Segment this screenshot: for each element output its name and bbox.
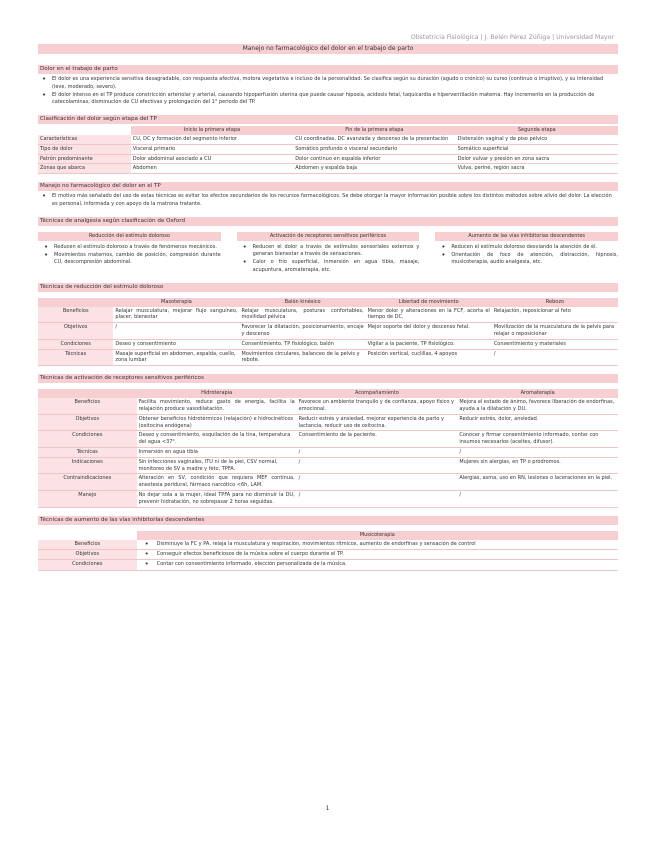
table-cell: Dolor continuo en espalda inferior [293,154,455,164]
table-cell: Posición vertical, cuclillas, 4 apoyos [366,349,492,366]
column-heading: Reducción del estímulo doloroso [38,232,221,241]
row-label: Objetivos [38,549,137,559]
oxford-column [38,232,221,275]
table-cell [137,560,618,570]
table-cell: CU, DC y formación del segmento inferior [131,135,293,144]
row-label: Manejo [38,491,137,508]
list-item: • El dolor intenso en el TP produce constricción arteriolar y arterial, causando hipoperfusión uterina que puede causar hipoxia, acidosis fetal, taquicardia e hiperventilación materna. Hay incremento en la producción de catecolaminas, disminución de CU efectivas y prolongación del 1° periodo del TP. [52,92,618,107]
table-cell: Mujeres sin alergias, en TP o pródromos. [457,457,618,474]
section-title-tecnicas: Técnicas de analgesia según clasificación de Oxford [38,217,618,226]
table-cell: Consentimiento, TP fisiológico, balón [240,339,366,349]
table-cell: Mejor soporte del dolor y descenso fetal. [366,323,492,340]
table-cell: Movilización de la musculatura de la pelvis para relajar o reposicionar [492,323,618,340]
table-cell: Relajar musculatura, mejorar flujo sanguíneo, placer, bienestar [113,307,239,323]
manejo-bullet-list [38,193,618,208]
row-label: Beneficios [38,540,137,550]
table-cell: Reducir estrés y ansiedad, mejorar experiencia de parto y lactancia, reducir uso de oxitocina. [297,414,458,431]
list-item: • El dolor es una experiencia sensitiva desagradable, con respuesta afectiva, motora vegetativa e incluso de la personalidad. Se clasifica según su duración (agudo o crónico) su curso (continuo o irruptivo), y su intensidad (leve, moderado, severo). [52,76,618,91]
table-header-cell: Aromaterapia [457,389,618,398]
table-cell: / [492,349,618,366]
table-cell: Masaje superficial en abdomen, espalda, cuello, zona lumbar [113,349,239,366]
row-label: Beneficios [38,398,137,414]
table-row [38,474,618,491]
table-row [38,448,618,458]
list-item: • Calor o frío superficial, inmersión en agua tibia, masaje, acupuntura, aromaterapia, etc. [253,259,420,274]
row-label: Condiciones [38,560,137,570]
table-header-cell: Rebozo [492,298,618,307]
section-title-reduccion: Técnicas de reducción del estímulo doloroso [38,283,618,292]
row-label: Objetivos [38,414,137,431]
table-cell: Reducir estrés, dolor, ansiedad. [457,414,618,431]
table-cell: Deseo y consentimiento [113,339,239,349]
table-cell: Abdomen [131,164,293,174]
table-row [38,144,618,154]
table-row [38,307,618,323]
table-header-cell: Musicoterapia [137,531,618,540]
table-cell: / [297,491,458,508]
reduccion-table [38,298,618,367]
table-cell: / [297,474,458,491]
row-label: Características [38,135,131,144]
table-row [38,164,618,174]
table-cell: / [297,457,458,474]
table-cell [137,540,618,550]
clasificacion-table [38,126,618,174]
table-cell: Deseo y consentimiento, esquilación de la tina, temperatura del agua <37°. [137,431,297,448]
table-row [38,549,618,559]
table-cell: Dolor abdominal asociado a CU [131,154,293,164]
table-header-cell: Hidroterapia [137,389,297,398]
table-row [38,323,618,340]
table-cell: Inmersión en agua tibia [137,448,297,458]
row-label: Condiciones [38,431,137,448]
table-row [38,349,618,366]
row-label: Tipo de dolor [38,144,131,154]
oxford-columns [38,232,618,275]
activacion-table [38,389,618,507]
column-heading: Activación de receptores sensitivos periféricos [237,232,420,241]
table-cell: Mejora el estado de ánimo, favorece liberación de endorfinas, ayuda a la dilatación y DU. [457,398,618,414]
row-label: Indicaciones [38,457,137,474]
column-heading: Aumento de las vías inhibitorias descendentes [435,232,618,241]
table-cell: Abdomen y espalda baja [293,164,455,174]
row-label: Zonas que abarca [38,164,131,174]
table-row [38,135,618,144]
document-page [38,34,618,571]
table-cell: Somático superficial [456,144,618,154]
document-title: Manejo no farmacológico del dolor en el trabajo de parto [38,44,618,54]
table-cell: Distensión vaginal y de piso pélvico [456,135,618,144]
table-cell: Obtener beneficios hidrotérmicos (relajación) e hidrocinéticos (oxitocina endógena) [137,414,297,431]
list-item: • Disminuye la FC y PA, relaja la musculatura y respiración, movimientos rítmicos, aumento de endorfinas y sensación de control [157,541,616,548]
table-cell: Somático profundo o visceral secundario [293,144,455,154]
section-title-manejo: Manejo no farmacológico del dolor en el TP [38,182,618,191]
table-cell: Alteración en SV, condición que requiera MEF continua, anestesia peridural, fármaco narcótico <6h, LAM. [137,474,297,491]
row-label: Patrón predominante [38,154,131,164]
table-cell: Sin infecciones vaginales, ITU ni de la piel, CSV normal, monitoreo de SV a madre y feto, TPFA. [137,457,297,474]
table-cell: Consentimiento de la paciente. [297,431,458,448]
table-cell: / [457,491,618,508]
table-cell: CU coordinadas, DC avanzada y descenso de la presentación [293,135,455,144]
table-cell [137,549,618,559]
section-title-dolor: Dolor en el trabajo de parto [38,65,618,74]
table-header-cell [38,298,113,307]
table-cell: Favorece un ambiente tranquilo y de confianza, apoyo físico y emocional. [297,398,458,414]
table-cell: Facilita movimiento, reduce gasto de energía, facilita la relajación produce vasodilatación. [137,398,297,414]
oxford-column [237,232,420,275]
list-item: • Orientación de foco de atención, distracción, hipnosis, musicoterapia, audio analgesia, etc. [451,252,618,267]
row-label: Condiciones [38,339,113,349]
table-header-cell: Acompañamiento [297,389,458,398]
table-cell: Consentimiento y materiales [492,339,618,349]
table-header-cell [38,126,131,135]
table-cell: Visceral primario [131,144,293,154]
table-header-cell [38,389,137,398]
table-cell: Relajación, reposicionar al feto [492,307,618,323]
table-header-cell: Balón kinésico [240,298,366,307]
table-cell: / [457,448,618,458]
row-label: Técnicas [38,349,113,366]
list-item: • Reducen el estímulo doloroso desviando la atención de él. [451,244,618,252]
table-row [38,154,618,164]
table-row [38,540,618,550]
list-item: • Conseguir efectos beneficiosos de la música sobre el cuerpo durante el TP. [157,551,616,558]
section-title-aumento: Técnicas de aumento de las vías inhibitorias descendentes [38,516,618,525]
table-row [38,414,618,431]
table-row [38,339,618,349]
table-header-cell: Fin de la primera etapa [293,126,455,135]
row-label: Técnicas [38,448,137,458]
table-cell: Favorecer la dilatación, posicionamiento, encaje y descenso [240,323,366,340]
table-row [38,431,618,448]
table-cell: Relajar musculatura, posturas confortables, movilidad pélvica [240,307,366,323]
table-cell: Alergias, asma, uso en RN, lesiones o laceraciones en la piel. [457,474,618,491]
table-cell: Vigilar a la paciente, TP fisiológico. [366,339,492,349]
section-title-clasificacion: Clasificación del dolor según etapa del TP [38,115,618,124]
table-header-cell: Masoterapia [113,298,239,307]
table-row [38,491,618,508]
section-title-activacion: Técnicas de activación de receptores sensitivos periféricos [38,374,618,383]
table-header-cell: Segunda etapa [456,126,618,135]
dolor-bullet-list [38,76,618,107]
list-item: • Reducen el estímulo doloroso a través de fenómenos mecánicos. [54,244,221,252]
table-row [38,560,618,570]
table-cell: Dolor vulvar y presión en zona sacra [456,154,618,164]
table-row [38,398,618,414]
aumento-table [38,531,618,571]
oxford-column [435,232,618,275]
table-row [38,457,618,474]
table-cell: Conocer y firmar consentimiento informado, contar con insumos necesarios (aceites, difusor). [457,431,618,448]
table-header-cell: Inicio la primera etapa [131,126,293,135]
table-header-cell: Libertad de movimiento [366,298,492,307]
list-item: • Reducen el dolor a través de estímulos sensoriales externos y generan bienestar a través de sensaciones. [253,244,420,259]
document-header: Obstetricia Fisiológica | J. Belén Pérez Zúñiga | Universidad Mayor [410,34,614,41]
list-item: • El motivo más señalado del uso de estas técnicas es evitar los efectos secundarios de los recursos farmacológicos. Se debe otorgar la mayor información posible sobre los distintos métodos sobre alivio del dolor. La elección es personal, informada y con apoyo de la matrona tratante. [52,193,618,208]
row-label: Beneficios [38,307,113,323]
table-cell: Vulva, periné, región sacra [456,164,618,174]
table-cell: No dejar sola a la mujer, ideal TPFA para no disminuir la DU, prevenir hidratación, no sobrepasar 2 horas seguidas. [137,491,297,508]
table-cell: / [113,323,239,340]
list-item: • Movimientos maternos, cambio de posición, compresión durante CU, descompresión abdominal. [54,252,221,267]
table-cell: / [297,448,458,458]
row-label: Objetivos [38,323,113,340]
table-cell: Movimientos circulares, balanceo de la pelvis y rebote. [240,349,366,366]
row-label: Contraindicaciones [38,474,137,491]
list-item: • Contar con consentimiento informado, elección personalizada de la música. [157,561,616,568]
page-number: 1 [325,805,330,812]
table-cell: Menor dolor y alteraciones en la FCF, acorta el tiempo de DC. [366,307,492,323]
